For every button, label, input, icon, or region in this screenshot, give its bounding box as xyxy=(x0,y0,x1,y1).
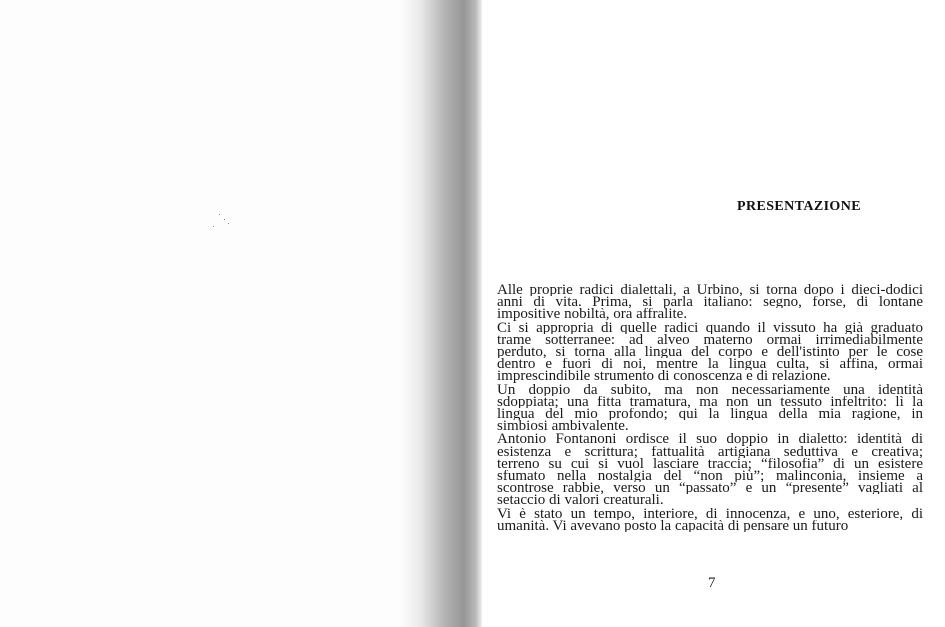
paragraph xyxy=(497,508,923,532)
text-line: umanità. Vi avevano posto la capacità di pensare un futuro xyxy=(497,519,849,533)
text-line: lingua del mio profondo; qui la lingua della mia ragione, in xyxy=(497,408,923,421)
text-line: setaccio di valori creaturali. xyxy=(497,494,664,507)
text-line: Ci si appropria di quelle radici quando il vissuto ha già graduato xyxy=(497,321,923,334)
page-title: PRESENTAZIONE xyxy=(737,199,861,214)
text-line: terreno su cui si vuol lasciare traccia; “filosofia” di un esistere xyxy=(497,457,923,471)
paragraph xyxy=(497,284,923,321)
text-line: sfumato nella nostalgia del “non più”; malinconia, insieme a xyxy=(497,470,923,483)
page-number: 7 xyxy=(708,575,716,591)
text-line: Un doppio da subito, ma non necessariamente una identità xyxy=(497,383,923,396)
text-line: anni di vita. Prima, si parla italiano: segno, forse, di lontane xyxy=(497,296,923,309)
book-gutter-shadow xyxy=(400,0,482,627)
text-line: dentro e fuori di noi, mentre la lingua culta, si affina, ormai xyxy=(497,358,923,371)
text-line: Vi è stato un tempo, interiore, di innocenza, e uno, esteriore, di xyxy=(497,507,923,520)
paper-speck xyxy=(219,214,220,215)
text-line: perduto, si torna alla lingua del corpo e dell'istinto per le cose xyxy=(497,346,923,359)
text-line: esistenza e scrittura; fattualità artigiana seduttiva e creativa; xyxy=(497,445,923,458)
text-line: Antonio Fontanoni ordisce il suo doppio in dialetto: identità di xyxy=(497,433,923,446)
text-line: imprescindibile strumento di conoscenza e di relazione. xyxy=(497,370,831,383)
text-line: impositive nobiltà, ora affralite. xyxy=(497,308,688,321)
paper-speck xyxy=(228,223,229,224)
paragraph xyxy=(497,322,923,383)
text-line: sdoppiata; una fitta tramatura, ma non un tessuto infeltrito: lì la xyxy=(497,395,923,409)
paper-speck xyxy=(213,226,214,227)
paper-speck xyxy=(224,219,225,220)
text-line: Alle proprie radici dialettali, a Urbino, si torna dopo i dieci-dodici xyxy=(497,284,923,297)
text-line: simbiosi ambivalente. xyxy=(497,420,629,433)
paragraph xyxy=(497,384,923,433)
paragraph xyxy=(497,433,923,506)
body-text xyxy=(497,284,923,532)
text-line: trame sotterranee: ad alveo materno ormai irrimediabilmente xyxy=(497,333,923,347)
text-line: scontrose rabbie, verso un “passato” e un “presente” vagliati al xyxy=(497,482,923,495)
